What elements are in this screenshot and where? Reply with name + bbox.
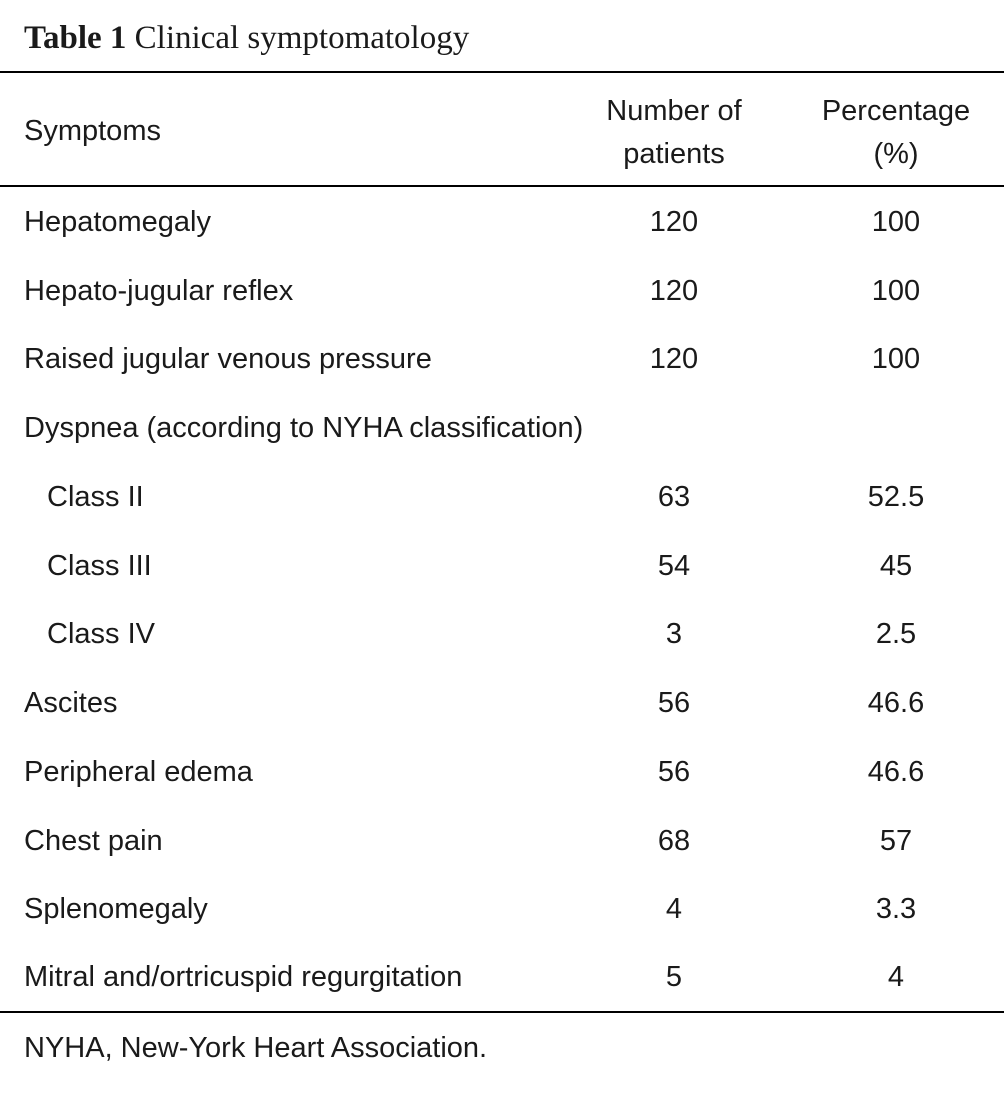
percentage-value: 100 bbox=[871, 206, 921, 238]
header-symptoms: Symptoms bbox=[24, 115, 161, 147]
percentage-value: 46.6 bbox=[867, 687, 925, 719]
percentage-value: 2.5 bbox=[875, 618, 917, 650]
table-label: Table 1 bbox=[24, 20, 127, 56]
header-rule bbox=[0, 185, 1004, 187]
table-title: Clinical symptomatology bbox=[134, 20, 470, 56]
patient-count: 56 bbox=[657, 687, 691, 719]
patient-count: 56 bbox=[657, 756, 691, 788]
symptom-name: Hepatomegaly bbox=[24, 206, 211, 238]
symptom-subclass-name: Class II bbox=[47, 481, 144, 513]
patient-count: 63 bbox=[657, 481, 691, 513]
table-row bbox=[0, 477, 1004, 517]
table-row bbox=[0, 957, 1004, 997]
symptom-name: Raised jugular venous pressure bbox=[24, 343, 432, 375]
percentage-value: 100 bbox=[871, 343, 921, 375]
patient-count: 3 bbox=[665, 618, 683, 650]
table-caption bbox=[24, 18, 469, 58]
patient-count: 120 bbox=[649, 206, 699, 238]
symptom-name: Chest pain bbox=[24, 825, 163, 857]
patient-count: 4 bbox=[665, 893, 683, 925]
top-rule bbox=[0, 71, 1004, 73]
percentage-value: 52.5 bbox=[867, 481, 925, 513]
table-footnote: NYHA, New-York Heart Association. bbox=[24, 1032, 488, 1064]
patient-count: 54 bbox=[657, 550, 691, 582]
table-row bbox=[0, 546, 1004, 586]
table-row bbox=[0, 821, 1004, 861]
bottom-rule bbox=[0, 1011, 1004, 1013]
table-row bbox=[0, 889, 1004, 929]
table-row-group-heading bbox=[0, 408, 1004, 448]
symptom-name: Ascites bbox=[24, 687, 118, 719]
symptom-name: Splenomegaly bbox=[24, 893, 208, 925]
header-percentage: Percentage (%) bbox=[821, 95, 971, 170]
patient-count: 68 bbox=[657, 825, 691, 857]
table-row bbox=[0, 752, 1004, 792]
symptom-subclass-name: Class III bbox=[47, 550, 152, 582]
symptom-subclass-name: Class IV bbox=[47, 618, 155, 650]
header-number-of-patients: Number of patients bbox=[606, 95, 742, 170]
symptom-group-name: Dyspnea (according to NYHA classification) bbox=[24, 412, 584, 444]
table-row bbox=[0, 683, 1004, 723]
percentage-value: 57 bbox=[879, 825, 913, 857]
table-row bbox=[0, 202, 1004, 242]
table-row bbox=[0, 271, 1004, 311]
patient-count: 5 bbox=[665, 961, 683, 993]
percentage-value: 4 bbox=[887, 961, 905, 993]
table-row bbox=[0, 339, 1004, 379]
symptom-name: Hepato-jugular reflex bbox=[24, 275, 294, 307]
percentage-value: 46.6 bbox=[867, 756, 925, 788]
percentage-value: 45 bbox=[879, 550, 913, 582]
patient-count: 120 bbox=[649, 343, 699, 375]
patient-count: 120 bbox=[649, 275, 699, 307]
percentage-value: 100 bbox=[871, 275, 921, 307]
table-row bbox=[0, 614, 1004, 654]
symptom-name: Mitral and/ortricuspid regurgitation bbox=[24, 961, 463, 993]
symptom-name: Peripheral edema bbox=[24, 756, 253, 788]
percentage-value: 3.3 bbox=[875, 893, 917, 925]
